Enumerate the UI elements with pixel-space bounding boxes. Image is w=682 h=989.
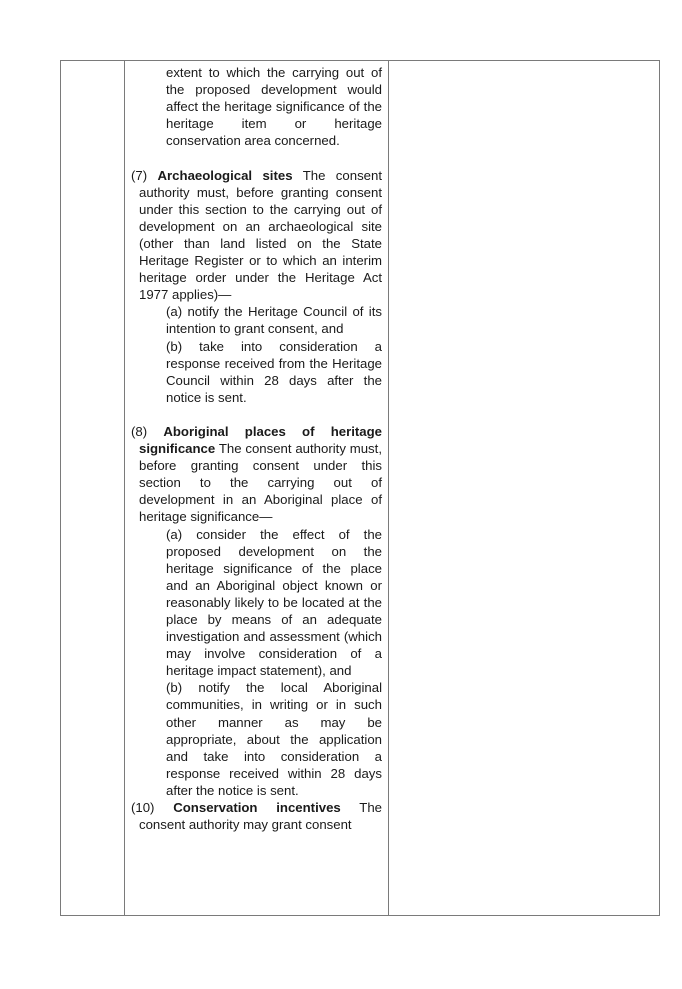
clause-10: [131, 799, 382, 833]
clause-7-number: (7): [131, 167, 148, 183]
clause-8-heading: Aboriginal places of heritage significance: [139, 423, 382, 457]
continued-paragraph: extent to which the carrying out of the proposed development would affect the heritage significance of the heritage item or heritage conservation area concerned.: [166, 65, 382, 149]
table-column-left: [61, 61, 125, 915]
document-table: [60, 60, 660, 916]
clause-8-item-b: (b) notify the local Aboriginal communities, in writing or in such other manner as may be appropriate, about the application and take into consideration a response received within 28 days after the notice is sent.: [166, 680, 382, 798]
clause-8-number: (8): [131, 423, 148, 439]
clause-8: [131, 423, 382, 526]
clause-10-body: The consent authority may grant consent: [139, 800, 382, 833]
spacer: [131, 149, 382, 166]
table-column-clause-text: [125, 61, 389, 915]
clause-7-item-b: (b) take into consideration a response received from the Heritage Council within 28 days after the notice is sent.: [166, 338, 382, 405]
table-column-right: [389, 61, 659, 915]
clause-7: [131, 167, 382, 304]
clause-8-body: The consent authority must, before granting consent under this section to the carrying out of development in an Aboriginal place of heritage significance—: [139, 441, 382, 525]
clause-7-body: The consent authority must, before granting consent under this section to the carrying out of development on an archaeological site (other than land listed on the State Heritage Register or to which an interim heritage order under the Heritage Act 1977 applies)—: [139, 167, 382, 303]
clause-8-item-a: (a) consider the effect of the proposed development on the heritage significance of the place and an Aboriginal object known or reasonably likely to be located at the place by means of an adequate investigation and assessment (which may involve consideration of a heritage impact statement), and: [166, 526, 382, 679]
clause-10-number: (10): [131, 800, 155, 816]
clause-10-heading: Conservation incentives: [173, 800, 341, 816]
clause-7-item-a: (a) notify the Heritage Council of its intention to grant consent, and: [166, 304, 382, 337]
spacer: [131, 406, 382, 423]
clause-7-heading: Archaeological sites: [157, 167, 293, 183]
